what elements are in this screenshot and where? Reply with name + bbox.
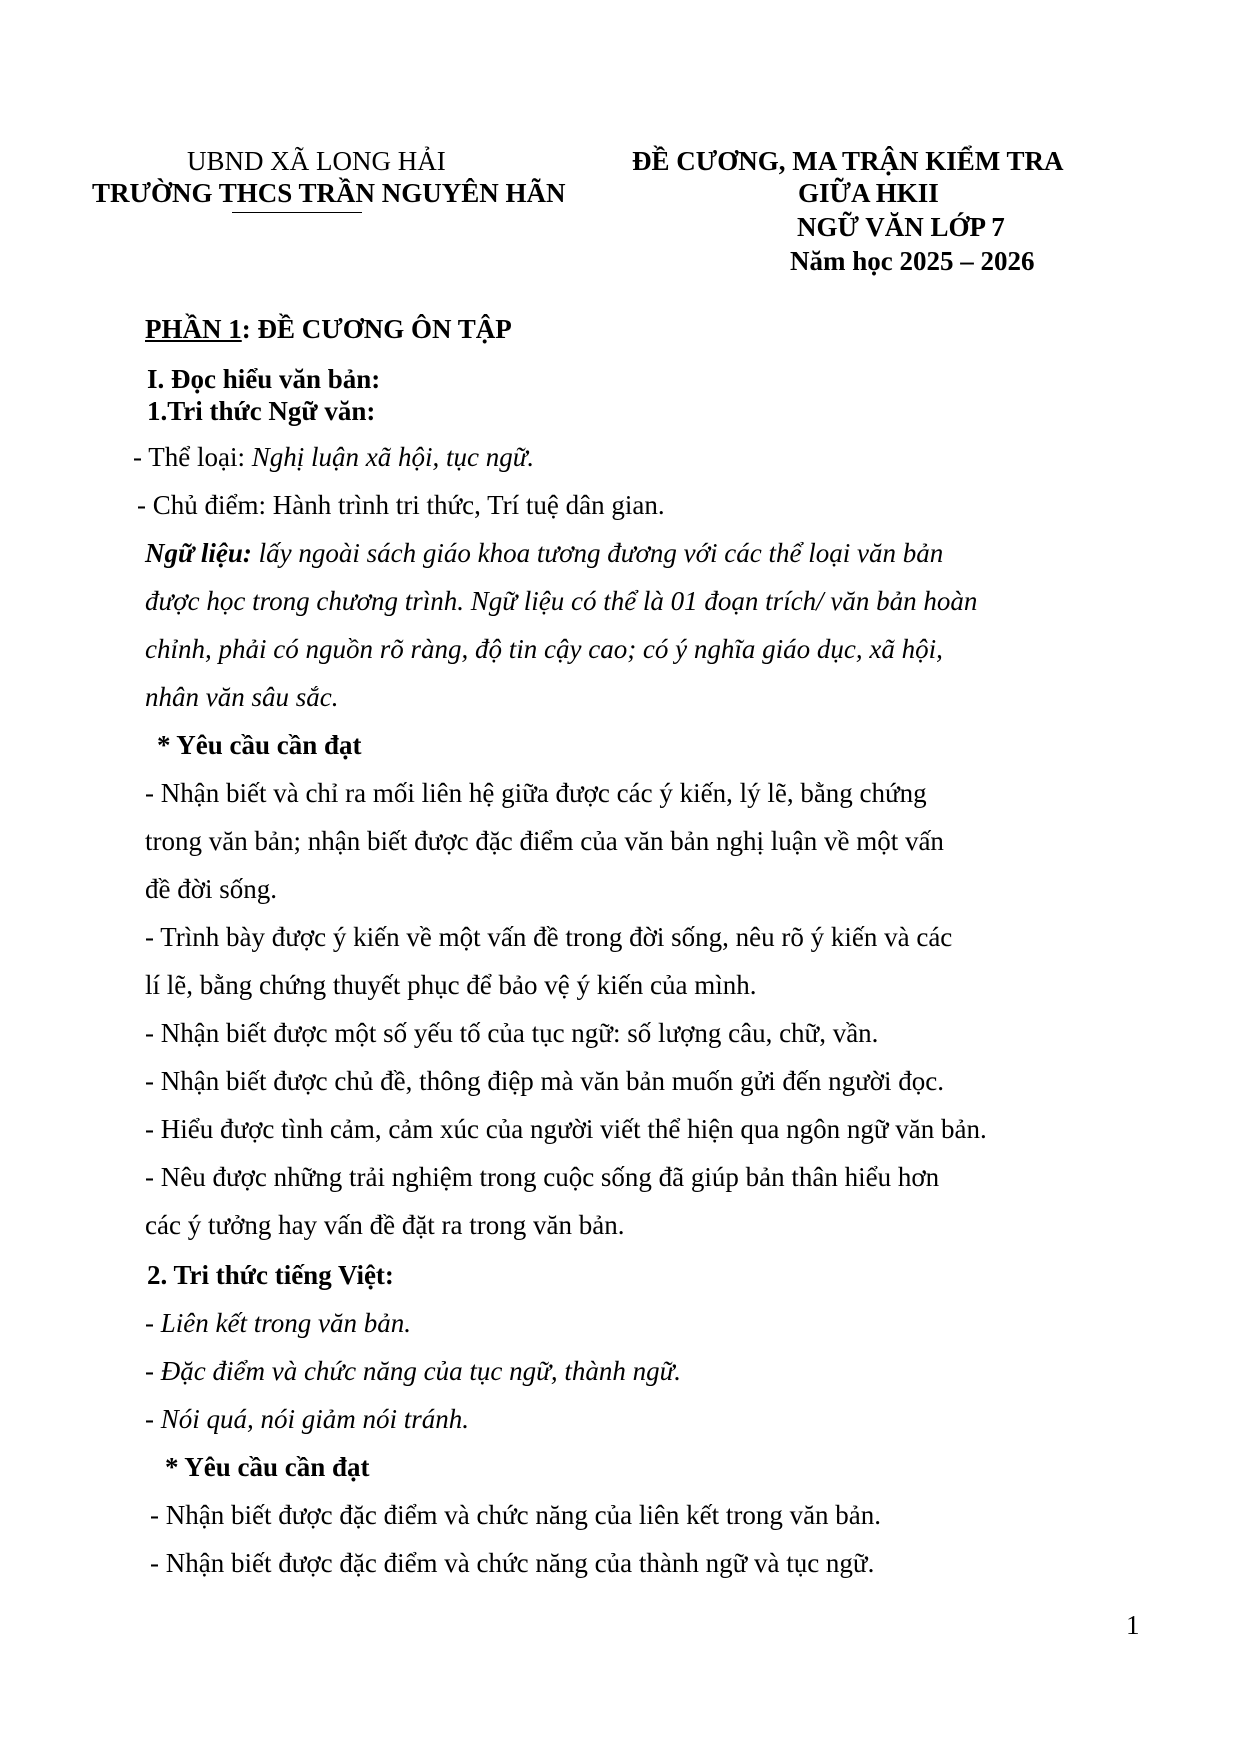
section2-title: 2. Tri thức tiếng Việt:: [147, 1260, 394, 1290]
doc-title: ĐỀ CƯƠNG, MA TRẬN KIỂM TRA: [632, 146, 1064, 176]
req1-line-3: đề đời sống.: [145, 874, 278, 904]
section2-req-title: * Yêu cầu cần đạt: [165, 1452, 370, 1482]
school-underline: [232, 212, 362, 213]
material-line-3: chỉnh, phải có nguồn rõ ràng, độ tin cậy cao; có ý nghĩa giáo dục, xã hội,: [145, 634, 943, 664]
req1-line-5: lí lẽ, bằng chứng thuyết phục để bảo vệ ý kiến của mình.: [145, 970, 757, 1000]
material-line-4: nhân văn sâu sắc.: [145, 682, 339, 712]
req2-line-1: - Nhận biết được đặc điểm và chức năng của liên kết trong văn bản.: [150, 1500, 882, 1530]
material-line-2: được học trong chương trình. Ngữ liệu có thể là 01 đoạn trích/ văn bản hoàn: [145, 586, 978, 616]
material-label: Ngữ liệu:: [145, 538, 252, 568]
doc-subject: NGỮ VĂN LỚP 7: [797, 212, 1005, 242]
req1-line-6: - Nhận biết được một số yếu tố của tục ngữ: số lượng câu, chữ, vần.: [145, 1018, 879, 1048]
genre-label: - Thể loại:: [133, 442, 252, 472]
req1-line-4: - Trình bày được ý kiến về một vấn đề trong đời sống, nêu rõ ý kiến và các: [145, 922, 953, 952]
section2-item-2: - Đặc điểm và chức năng của tục ngữ, thành ngữ.: [145, 1356, 682, 1386]
material-line-1: Ngữ liệu: lấy ngoài sách giáo khoa tương đương với các thể loại văn bản: [145, 538, 944, 568]
theme-line: - Chủ điểm: Hành trình tri thức, Trí tuệ dân gian.: [137, 490, 665, 520]
req1-line-10: các ý tưởng hay vấn đề đặt ra trong văn bản.: [145, 1210, 625, 1240]
section2-item-1: - Liên kết trong văn bản.: [145, 1308, 411, 1338]
req1-line-2: trong văn bản; nhận biết được đặc điểm của văn bản nghị luận về một vấn: [145, 826, 944, 856]
part1-label: PHẦN 1: [145, 314, 242, 344]
school-name: TRƯỜNG THCS TRẦN NGUYÊN HÃN: [92, 178, 566, 208]
req2-line-2: - Nhận biết được đặc điểm và chức năng của thành ngữ và tục ngữ.: [150, 1548, 875, 1578]
req1-line-1: - Nhận biết và chỉ ra mối liên hệ giữa được các ý kiến, lý lẽ, bằng chứng: [145, 778, 927, 808]
req1-line-7: - Nhận biết được chủ đề, thông điệp mà văn bản muốn gửi đến người đọc.: [145, 1066, 945, 1096]
req1-line-9: - Nêu được những trải nghiệm trong cuộc sống đã giúp bản thân hiểu hơn: [145, 1162, 940, 1192]
doc-subtitle: GIỮA HKII: [798, 178, 939, 208]
genre-value: Nghị luận xã hội, tục ngữ.: [251, 442, 535, 472]
req1-line-8: - Hiểu được tình cảm, cảm xúc của người viết thể hiện qua ngôn ngữ văn bản.: [145, 1114, 987, 1144]
part1-rest: : ĐỀ CƯƠNG ÔN TẬP: [241, 314, 512, 344]
district-name: UBND XÃ LONG HẢI: [187, 146, 446, 176]
part1-heading: [145, 314, 512, 345]
section1-sub1: 1.Tri thức Ngữ văn:: [147, 396, 376, 426]
page-number: 1: [1126, 1610, 1140, 1640]
genre-line: [133, 442, 534, 473]
section1-title: I. Đọc hiểu văn bản:: [147, 364, 381, 394]
section1-req-title: * Yêu cầu cần đạt: [157, 730, 362, 760]
school-year: Năm học 2025 – 2026: [790, 246, 1035, 276]
section2-item-3: - Nói quá, nói giảm nói tránh.: [145, 1404, 470, 1434]
